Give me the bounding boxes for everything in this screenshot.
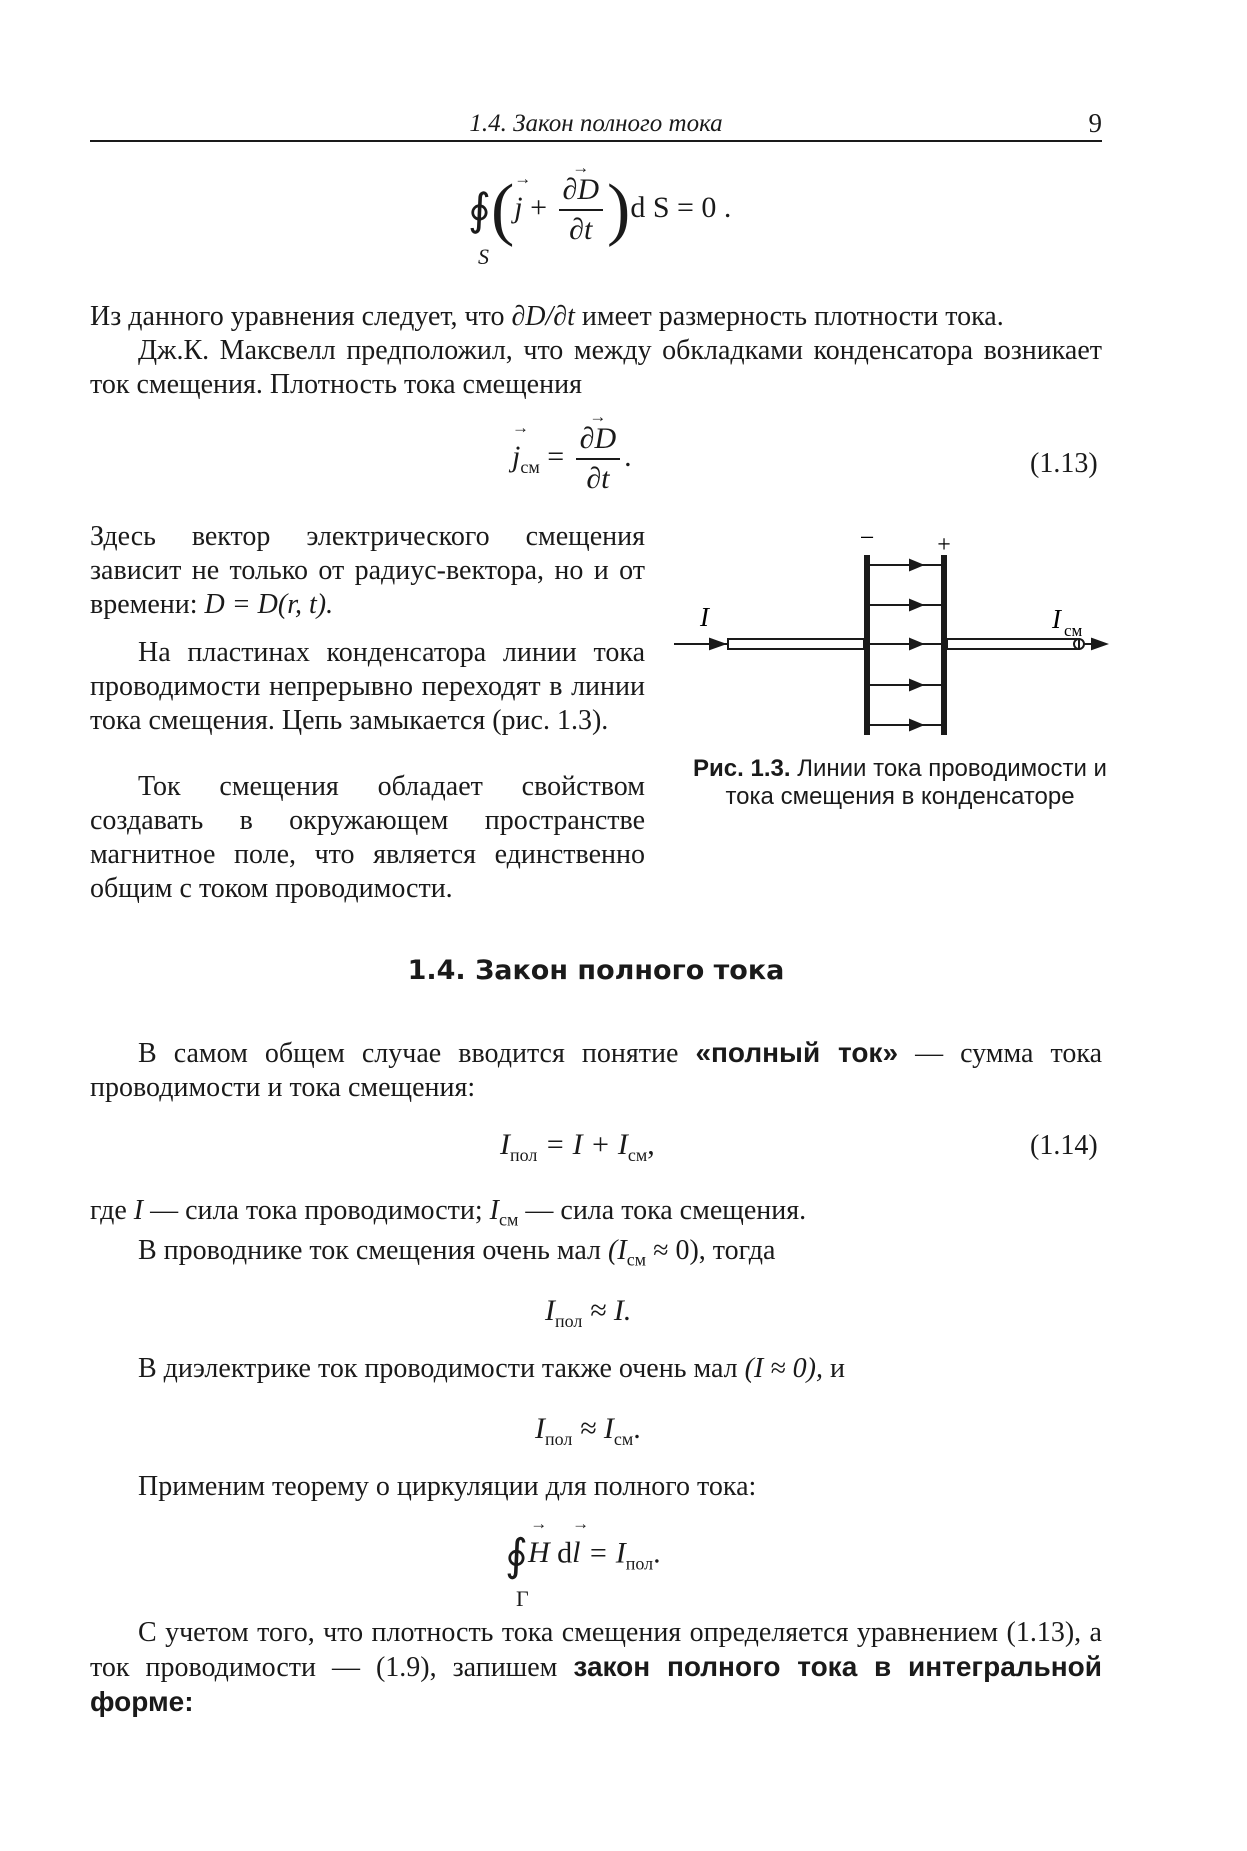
equation-number-1-14: (1.14) xyxy=(1030,1130,1098,1161)
equation-1-14: $I_{пол} = I + I_{см}$, xyxy=(500,1128,655,1165)
paragraph-10: Применим теорему о циркуляции для полного тока: xyxy=(138,1471,757,1502)
current-out-subscript: см xyxy=(1064,621,1083,640)
capacitor-figure xyxy=(670,530,1110,745)
paragraph-7: где I — сила тока проводимости; $I_{см}$ — сила тока смещения. xyxy=(90,1195,807,1230)
paragraph-6: В самом общем случае вводится понятие «полный ток» — сумма тока проводимости и тока смещения: xyxy=(90,1037,1103,1103)
minus-sign: − xyxy=(859,530,875,552)
figure-caption: Рис. 1.3. Линии тока проводимости и тока смещения в конденсаторе xyxy=(693,755,1107,810)
plus-sign: + xyxy=(937,532,951,558)
section-heading: 1.4. Закон полного тока xyxy=(407,955,785,986)
equation-closed-surface: ∮(→ j + → $\frac{\partial D}{\partial t}$ )d S = 0 . xyxy=(468,170,731,250)
paragraph-9: В диэлектрике ток проводимости также очень мал (I ≈ 0), и xyxy=(138,1353,845,1384)
equation-number-1-13: (1.13) xyxy=(1030,448,1098,479)
integral-lower-limit: S xyxy=(478,244,489,269)
contour-integral-symbol-2: ∮ xyxy=(505,1531,528,1580)
running-title: 1.4. Закон полного тока xyxy=(469,110,723,137)
contour-lower-limit: Г xyxy=(516,1586,529,1611)
paragraph-1: Из данного уравнения следует, что ∂D/∂t имеет размерность плотности тока. xyxy=(90,301,1004,332)
fraction: → $\frac{\partial D}{\partial t}$ xyxy=(559,171,604,249)
equation-circulation: ∮→ H $d\to l = I_{пол}$. xyxy=(505,1530,661,1581)
paragraph-2: Дж.К. Максвелл предположил, что между обкладками конденсатора возникает ток смещения. Плотность тока смещения xyxy=(90,335,1102,400)
paragraph-4: На пластинах конденсатора линии тока проводимости непрерывно переходят в линии тока смещения. Цепь замыкается (рис. 1.3). xyxy=(90,637,645,736)
paragraph-8: В проводнике ток смещения очень мал $(I_{см} \approx 0)$, тогда xyxy=(138,1235,776,1270)
page-number: 9 xyxy=(1088,108,1102,138)
paragraph-5: Ток смещения обладает свойством создавать в окружающем пространстве магнитное поле, что является единственно общим с током проводимости. xyxy=(90,771,645,904)
equation-1-13: → $j_{см}$ = → $\frac{\partial D}{\partial t}$ . xyxy=(512,420,632,498)
paragraph-3: Здесь вектор электрического смещения зависит не только от радиус-вектора, но и от времени: D = D(r, t). xyxy=(90,521,645,620)
current-out-label: I xyxy=(1052,604,1061,634)
equation-conductor: $I_{пол} \approx I$. xyxy=(545,1294,632,1331)
current-in-label: I xyxy=(700,602,709,632)
equation-dielectric: $I_{пол} \approx I_{см}$. xyxy=(535,1412,641,1449)
paragraph-11: С учетом того, что плотность тока смещения определяется уравнением (1.13), а ток проводимости — (1.9), запишем закон полного тока в интегральной форме: xyxy=(90,1617,1103,1717)
displacement-current-lines xyxy=(870,560,941,730)
running-header xyxy=(90,108,1102,142)
contour-integral-symbol: ∮ xyxy=(468,185,491,235)
